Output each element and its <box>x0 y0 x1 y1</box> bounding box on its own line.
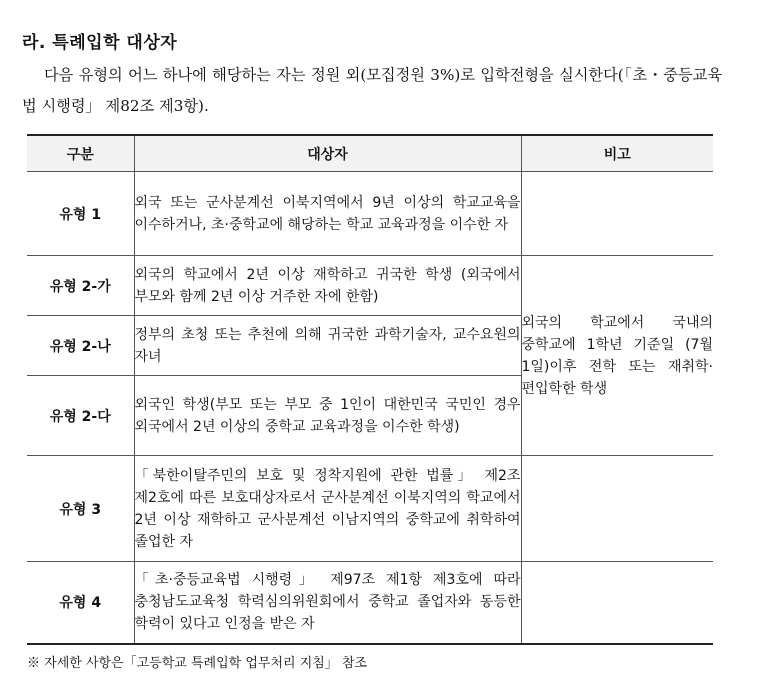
header-target: 대상자 <box>134 135 521 172</box>
row-target: 외국 또는 군사분계선 이북지역에서 9년 이상의 학교교육을 이수하거나, 초·중학교에 해당하는 학교 교육과정을 이수한 자 <box>134 172 521 256</box>
special-admission-table <box>27 134 713 645</box>
intro-paragraph: 다음 유형의 어느 하나에 해당하는 자는 정원 외(모집정원 3%)로 입학전형을 실시한다(「초・중등교육법 시행령」 제82조 제3항). <box>22 66 722 115</box>
row-target: 외국의 학교에서 2년 이상 재학하고 귀국한 학생 (외국에서 부모와 함께 2년 이상 거주한 자에 한함) <box>134 256 521 316</box>
row-note-empty <box>521 456 713 562</box>
row-target: 「북한이탈주민의 보호 및 정착지원에 관한 법률」 제2조 제2호에 따른 보호대상자로서 군사분계선 이북지역의 학교에서 2년 이상 재학하고 군사분계선 이남지역의 중학교에 취학하여 졸업한 자 <box>134 456 521 562</box>
row-target: 「초·중등교육법 시행령」 제97조 제1항 제3호에 따라 충청남도교육청 학력심의위원회에서 중학교 졸업자와 동등한 학력이 있다고 인정을 받은 자 <box>134 562 521 644</box>
row-type: 유형 4 <box>27 562 134 644</box>
table-row <box>27 256 713 316</box>
row-target: 외국인 학생(부모 또는 부모 중 1인이 대한민국 국민인 경우 외국에서 2년 이상의 중학교 교육과정을 이수한 학생) <box>134 376 521 456</box>
row-type: 유형 3 <box>27 456 134 562</box>
row-note-empty <box>521 562 713 644</box>
row-type: 유형 1 <box>27 172 134 256</box>
header-note: 비고 <box>521 135 713 172</box>
row-target: 정부의 초청 또는 추천에 의해 귀국한 과학기술자, 교수요원의 자녀 <box>134 316 521 376</box>
row-type: 유형 2-나 <box>27 316 134 376</box>
section-title: 라. 특례입학 대상자 <box>22 33 178 53</box>
table-row <box>27 172 713 256</box>
header-type: 구분 <box>27 135 134 172</box>
row-type: 유형 2-가 <box>27 256 134 316</box>
type2-note: 외국의 학교에서 국내의 중학교에 1학년 기준일 (7월 1일)이후 전학 또는 재취학·편입학한 학생 <box>521 256 713 456</box>
footnote: ※ 자세한 사항은「고등학교 특례입학 업무처리 지침」 참조 <box>27 656 368 671</box>
row-note-empty <box>521 172 713 256</box>
table-row <box>27 562 713 644</box>
table-row <box>27 456 713 562</box>
table-header-row <box>27 135 713 172</box>
row-type: 유형 2-다 <box>27 376 134 456</box>
